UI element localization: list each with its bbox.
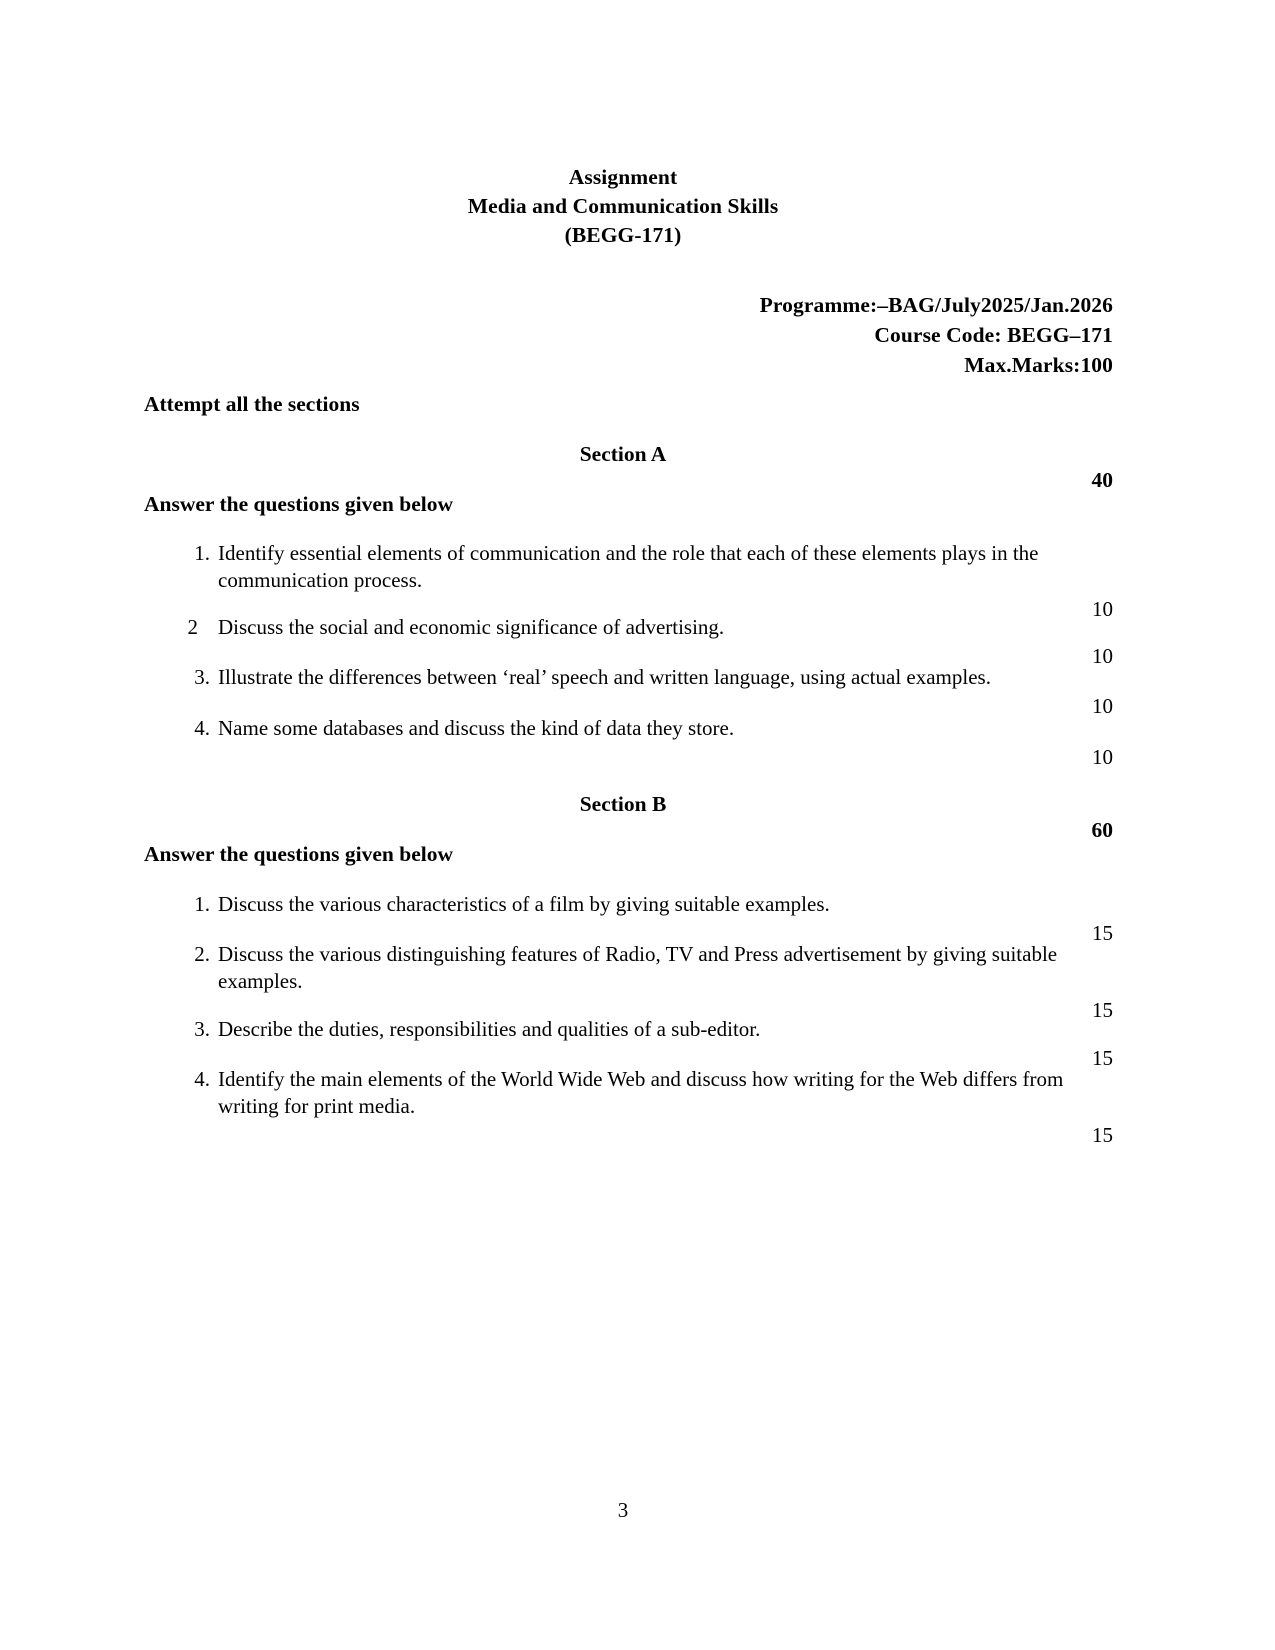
- question-marks: 15: [1092, 1123, 1113, 1147]
- programme-line: Programme:–BAG/July2025/Jan.2026: [759, 293, 1113, 317]
- question-text: Identify the main elements of the World Wide Web and discuss how writing for the Web differs from writing for print media.: [218, 1067, 1064, 1118]
- question-text: Discuss the social and economic significance of advertising.: [218, 615, 725, 639]
- question-text: Illustrate the differences between ‘real’ speech and written language, using actual examples.: [218, 665, 991, 689]
- assignment-title: Assignment: [568, 165, 678, 189]
- question-marks: 15: [1092, 1046, 1113, 1070]
- question-number: 1.: [194, 541, 210, 565]
- question-marks: 15: [1092, 921, 1113, 945]
- question-body: [170, 614, 1113, 641]
- question-number: 4.: [194, 716, 210, 740]
- question-number: 1.: [194, 892, 210, 916]
- section-a-heading: Section A: [579, 442, 667, 466]
- question-number: 2.: [194, 942, 210, 966]
- question-item: [170, 664, 1113, 720]
- question-body: [170, 1016, 1113, 1043]
- question-item: [170, 891, 1113, 947]
- max-marks-line: Max.Marks:100: [964, 353, 1113, 377]
- page-number: 3: [617, 1498, 629, 1522]
- question-body: [170, 1066, 1113, 1120]
- question-text: Identify essential elements of communication and the role that each of these elements plays in the communication process.: [218, 541, 1039, 592]
- course-code-line: Course Code: BEGG–171: [874, 323, 1113, 347]
- question-body: [170, 664, 1113, 691]
- question-body: [170, 941, 1113, 995]
- question-number: 3.: [194, 665, 210, 689]
- course-title: Media and Communication Skills: [467, 194, 779, 218]
- document-title-block: [0, 163, 1246, 250]
- section-b-heading: Section B: [579, 792, 667, 816]
- question-number: 3.: [194, 1017, 210, 1041]
- question-marks: 10: [1092, 644, 1113, 668]
- question-marks: 10: [1092, 745, 1113, 769]
- question-text: Describe the duties, responsibilities and qualities of a sub-editor.: [218, 1017, 761, 1041]
- question-item: [170, 614, 1113, 670]
- question-item: [170, 715, 1113, 771]
- question-body: [170, 540, 1113, 594]
- attempt-instruction: Attempt all the sections: [144, 392, 360, 416]
- course-code-title: (BEGG-171): [564, 223, 682, 247]
- section-a-answer-prompt: Answer the questions given below: [144, 492, 453, 516]
- course-meta-block: [0, 290, 1113, 380]
- section-a-total-marks: 40: [1091, 468, 1113, 492]
- question-text: Discuss the various distinguishing features of Radio, TV and Press advertisement by giving suitable examples.: [218, 942, 1058, 993]
- question-item: [170, 1066, 1113, 1149]
- question-number: 4.: [194, 1067, 210, 1091]
- question-item: [170, 540, 1113, 623]
- question-item: [170, 941, 1113, 1024]
- question-number: 2: [187, 615, 198, 639]
- section-b-total-marks: 60: [1091, 818, 1113, 842]
- question-item: [170, 1016, 1113, 1072]
- question-text: Discuss the various characteristics of a film by giving suitable examples.: [218, 892, 830, 916]
- question-marks: 10: [1092, 597, 1113, 621]
- section-b-answer-prompt: Answer the questions given below: [144, 842, 453, 866]
- question-body: [170, 891, 1113, 918]
- question-text: Name some databases and discuss the kind of data they store.: [218, 716, 735, 740]
- question-marks: 10: [1092, 694, 1113, 718]
- question-marks: 15: [1092, 998, 1113, 1022]
- question-body: [170, 715, 1113, 742]
